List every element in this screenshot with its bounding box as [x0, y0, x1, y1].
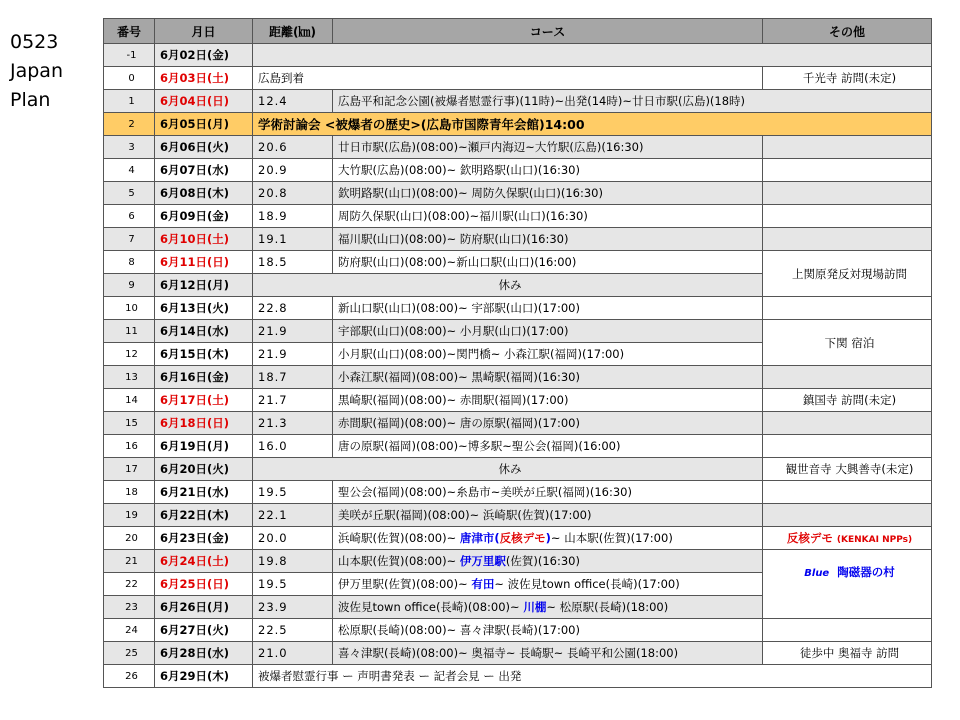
- row-number: 7: [104, 228, 155, 251]
- row-number: -1: [104, 44, 155, 67]
- row-other: 千光寺 訪問(未定): [763, 67, 932, 90]
- row-date: 6月19日(月): [155, 435, 253, 458]
- row-distance: 18.5: [253, 251, 333, 274]
- row-number: 13: [104, 366, 155, 389]
- row-number: 1: [104, 90, 155, 113]
- table-row: [104, 435, 932, 458]
- row-number: 4: [104, 159, 155, 182]
- row-course: 広島平和記念公園(被爆者慰霊行事)(11時)~出発(14時)~廿日市駅(広島)(18時): [333, 90, 932, 113]
- blue-label: Blue: [804, 568, 830, 579]
- course-text: ~ 山本駅(佐賀)(17:00): [550, 531, 673, 545]
- row-number: 2: [104, 113, 155, 136]
- row-course: 美咲が丘駅(福岡)(08:00)~ 浜崎駅(佐賀)(17:00): [333, 504, 763, 527]
- course-highlight-blue: 川棚: [523, 600, 547, 614]
- side-title-line-2: Japan: [10, 60, 63, 82]
- row-number: 12: [104, 343, 155, 366]
- row-date: 6月28日(水): [155, 642, 253, 665]
- side-title-line-1: 0523: [10, 31, 59, 53]
- row-date: 6月29日(木): [155, 665, 253, 688]
- row-date: 6月04日(日): [155, 90, 253, 113]
- header-row: [104, 19, 932, 44]
- row-course: 福川駅(山口)(08:00)~ 防府駅(山口)(16:30): [333, 228, 763, 251]
- table-row: [104, 90, 932, 113]
- row-other: [763, 412, 932, 435]
- row-distance: 23.9: [253, 596, 333, 619]
- row-course: 黒崎駅(福岡)(08:00)~ 赤間駅(福岡)(17:00): [333, 389, 763, 412]
- header-no: 番号: [104, 19, 155, 44]
- row-date: 6月17日(土): [155, 389, 253, 412]
- course-text: 山本駅(佐賀)(08:00)~: [338, 554, 460, 568]
- row-date: 6月07日(水): [155, 159, 253, 182]
- row-course: 宇部駅(山口)(08:00)~ 小月駅(山口)(17:00): [333, 320, 763, 343]
- row-course: 欽明路駅(山口)(08:00)~ 周防久保駅(山口)(16:30): [333, 182, 763, 205]
- header-distance: 距離(㎞): [253, 19, 333, 44]
- table-row: [104, 665, 932, 688]
- table-row: [104, 481, 932, 504]
- row-distance: 20.0: [253, 527, 333, 550]
- course-highlight-blue: 有田: [471, 577, 495, 591]
- row-distance: 22.5: [253, 619, 333, 642]
- row-date: 6月02日(金): [155, 44, 253, 67]
- row-course: 赤間駅(福岡)(08:00)~ 唐の原駅(福岡)(17:00): [333, 412, 763, 435]
- row-date: 6月24日(土): [155, 550, 253, 573]
- course-text: ~ 波佐見town office(長崎)(17:00): [494, 577, 680, 591]
- row-course: 防府駅(山口)(08:00)~新山口駅(山口)(16:00): [333, 251, 763, 274]
- row-number: 22: [104, 573, 155, 596]
- row-empty: [253, 44, 932, 67]
- row-number: 9: [104, 274, 155, 297]
- table-row: [104, 44, 932, 67]
- row-other: [763, 619, 932, 642]
- row-distance: 20.8: [253, 182, 333, 205]
- row-date: 6月13日(火): [155, 297, 253, 320]
- row-distance: 16.0: [253, 435, 333, 458]
- table-row: [104, 389, 932, 412]
- row-course: 廿日市駅(広島)(08:00)~瀬戸内海辺~大竹駅(広島)(16:30): [333, 136, 763, 159]
- row-number: 16: [104, 435, 155, 458]
- row-other: [763, 435, 932, 458]
- row-distance: 12.4: [253, 90, 333, 113]
- row-number: 6: [104, 205, 155, 228]
- course-paren-close: ): [545, 531, 551, 545]
- row-number: 10: [104, 297, 155, 320]
- row-date: 6月26日(月): [155, 596, 253, 619]
- row-distance: 19.5: [253, 481, 333, 504]
- course-highlight-red: 反核デモ: [499, 531, 546, 545]
- ceramics-village: 陶磁器の村: [837, 565, 895, 579]
- row-other: [763, 504, 932, 527]
- row-seminar: 学術討論会 <被爆者の歴史>(広島市国際青年会館)14:00: [253, 113, 932, 136]
- row-other: [763, 228, 932, 251]
- row-number: 17: [104, 458, 155, 481]
- header-other: その他: [763, 19, 932, 44]
- row-distance: 21.9: [253, 320, 333, 343]
- row-other: 徒歩中 奥福寺 訪問: [763, 642, 932, 665]
- row-other: [763, 366, 932, 389]
- header-course: コース: [333, 19, 763, 44]
- table-row: [104, 320, 932, 343]
- row-number: 18: [104, 481, 155, 504]
- table-row: [104, 504, 932, 527]
- row-course: 喜々津駅(長崎)(08:00)~ 奥福寺~ 長崎駅~ 長崎平和公園(18:00): [333, 642, 763, 665]
- row-course: [333, 550, 763, 573]
- row-date: 6月11日(日): [155, 251, 253, 274]
- row-distance: 19.5: [253, 573, 333, 596]
- header-date: 月日: [155, 19, 253, 44]
- row-course: 大竹駅(広島)(08:00)~ 欽明路駅(山口)(16:30): [333, 159, 763, 182]
- row-distance: 19.8: [253, 550, 333, 573]
- row-course: 小月駅(山口)(08:00)~関門橋~ 小森江駅(福岡)(17:00): [333, 343, 763, 366]
- row-distance: 19.1: [253, 228, 333, 251]
- schedule-table: [103, 18, 932, 688]
- row-course: 周防久保駅(山口)(08:00)~福川駅(山口)(16:30): [333, 205, 763, 228]
- row-course: 広島到着: [253, 67, 763, 90]
- course-text: 浜崎駅(佐賀)(08:00)~: [338, 531, 460, 545]
- row-distance: 18.9: [253, 205, 333, 228]
- table-row: [104, 619, 932, 642]
- row-date: 6月22日(木): [155, 504, 253, 527]
- row-date: 6月18日(日): [155, 412, 253, 435]
- row-course: 新山口駅(山口)(08:00)~ 宇部駅(山口)(17:00): [333, 297, 763, 320]
- row-course: 被爆者慰霊行事 ー 声明書発表 ー 記者会見 ー 出発: [253, 665, 932, 688]
- row-number: 14: [104, 389, 155, 412]
- row-distance: 22.8: [253, 297, 333, 320]
- row-number: 20: [104, 527, 155, 550]
- row-other: [763, 481, 932, 504]
- row-course: 松原駅(長崎)(08:00)~ 喜々津駅(長崎)(17:00): [333, 619, 763, 642]
- table-row: [104, 205, 932, 228]
- side-title: [10, 28, 63, 115]
- row-course: [333, 573, 763, 596]
- course-highlight-blue: 伊万里駅: [459, 554, 506, 568]
- row-course: 唐の原駅(福岡)(08:00)~博多駅~聖公会(福岡)(16:00): [333, 435, 763, 458]
- row-distance: 22.1: [253, 504, 333, 527]
- row-date: 6月25日(日): [155, 573, 253, 596]
- row-date: 6月09日(金): [155, 205, 253, 228]
- row-distance: 20.6: [253, 136, 333, 159]
- row-course: 聖公会(福岡)(08:00)~糸島市~美咲が丘駅(福岡)(16:30): [333, 481, 763, 504]
- row-other: [763, 550, 932, 619]
- row-distance: 21.7: [253, 389, 333, 412]
- row-number: 25: [104, 642, 155, 665]
- row-other: [763, 159, 932, 182]
- course-paren-open: (: [494, 531, 500, 545]
- row-number: 0: [104, 67, 155, 90]
- row-other: [763, 297, 932, 320]
- row-number: 15: [104, 412, 155, 435]
- row-date: 6月21日(水): [155, 481, 253, 504]
- row-number: 8: [104, 251, 155, 274]
- row-date: 6月16日(金): [155, 366, 253, 389]
- row-distance: 20.9: [253, 159, 333, 182]
- row-other: 鎮国寺 訪問(未定): [763, 389, 932, 412]
- row-other: [763, 527, 932, 550]
- table-row: [104, 159, 932, 182]
- table-row: [104, 642, 932, 665]
- row-date: 6月12日(月): [155, 274, 253, 297]
- table-row: [104, 550, 932, 573]
- row-number: 24: [104, 619, 155, 642]
- row-number: 5: [104, 182, 155, 205]
- row-other: [763, 182, 932, 205]
- row-number: 11: [104, 320, 155, 343]
- row-date: 6月06日(火): [155, 136, 253, 159]
- table-row: [104, 228, 932, 251]
- row-distance: 21.9: [253, 343, 333, 366]
- table-row: [104, 366, 932, 389]
- row-course: 小森江駅(福岡)(08:00)~ 黒崎駅(福岡)(16:30): [333, 366, 763, 389]
- row-date: 6月23日(金): [155, 527, 253, 550]
- row-number: 3: [104, 136, 155, 159]
- row-distance: 18.7: [253, 366, 333, 389]
- table-row: [104, 251, 932, 274]
- row-course: [333, 596, 763, 619]
- row-date: 6月08日(木): [155, 182, 253, 205]
- course-text: ~ 松原駅(長崎)(18:00): [546, 600, 669, 614]
- table-row: [104, 67, 932, 90]
- row-date: 6月27日(火): [155, 619, 253, 642]
- row-date: 6月05日(月): [155, 113, 253, 136]
- row-date: 6月20日(火): [155, 458, 253, 481]
- anti-nuclear-demo-note: (KENKAI NPPs): [836, 535, 913, 545]
- table-row: [104, 297, 932, 320]
- course-text: 伊万里駅(佐賀)(08:00)~: [338, 577, 472, 591]
- table-row: [104, 412, 932, 435]
- row-date: 6月10日(土): [155, 228, 253, 251]
- row-distance: 21.0: [253, 642, 333, 665]
- course-text: (佐賀)(16:30): [505, 554, 580, 568]
- row-rest: 休み: [253, 458, 763, 481]
- course-text: 波佐見town office(長崎)(08:00)~: [338, 600, 524, 614]
- row-distance: 21.3: [253, 412, 333, 435]
- table-row: [104, 136, 932, 159]
- row-course: [333, 527, 763, 550]
- row-date: 6月15日(木): [155, 343, 253, 366]
- row-other: 上関原発反対現場訪問: [763, 251, 932, 297]
- table-row: [104, 527, 932, 550]
- row-number: 26: [104, 665, 155, 688]
- table-row: [104, 182, 932, 205]
- row-number: 23: [104, 596, 155, 619]
- row-other: 下関 宿泊: [763, 320, 932, 366]
- row-date: 6月14日(水): [155, 320, 253, 343]
- anti-nuclear-demo: 反核デモ: [786, 531, 833, 545]
- side-title-line-3: Plan: [10, 89, 51, 111]
- row-number: 21: [104, 550, 155, 573]
- table-row-highlight: [104, 113, 932, 136]
- row-date: 6月03日(土): [155, 67, 253, 90]
- row-number: 19: [104, 504, 155, 527]
- row-other: [763, 205, 932, 228]
- course-highlight-blue: 唐津市: [459, 531, 495, 545]
- table-row: [104, 458, 932, 481]
- row-rest: 休み: [253, 274, 763, 297]
- row-other: 観世音寺 大興善寺(未定): [763, 458, 932, 481]
- row-other: [763, 136, 932, 159]
